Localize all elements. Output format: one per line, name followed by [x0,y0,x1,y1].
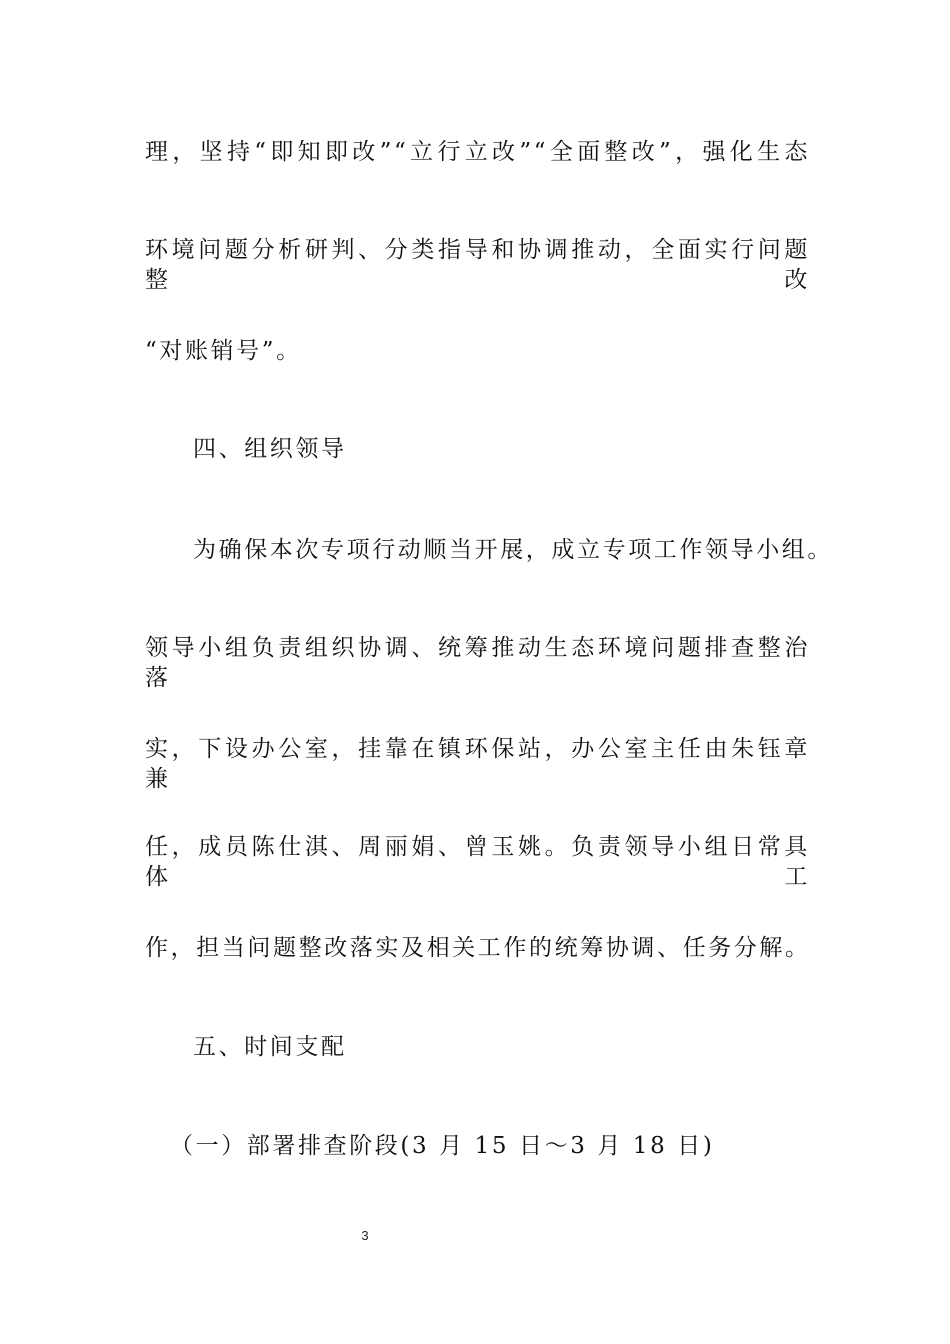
text-line-6: 领导小组负责组织协调、统筹推动生态环境问题排查整治落 [145,635,810,691]
paragraph-first-line: 为确保本次专项行动顺当开展，成立专项工作领导小组。 [193,537,833,563]
text-line-3: “对账销号”。 [145,338,302,364]
text-line-8: 任，成员陈仕淇、周丽娟、曾玉姚。负责领导小组日常具体工 [145,834,810,890]
page-number: 3 [361,1228,369,1243]
subsection-heading: （一）部署排查阶段(3 月 15 日～3 月 18 日) [170,1133,715,1159]
text-line-2: 环境问题分析研判、分类指导和协调推动，全面实行问题整改 [145,237,810,293]
section-heading-4: 四、组织领导 [193,436,347,462]
text-line-1: 理，坚持“即知即改”“立行立改”“全面整改”，强化生态 [145,139,810,165]
section-heading-5: 五、时间支配 [193,1034,347,1060]
text-line-9: 作，担当问题整改落实及相关工作的统筹协调、任务分解。 [145,935,811,961]
text-line-7: 实，下设办公室，挂靠在镇环保站，办公室主任由朱钰章兼 [145,736,810,792]
